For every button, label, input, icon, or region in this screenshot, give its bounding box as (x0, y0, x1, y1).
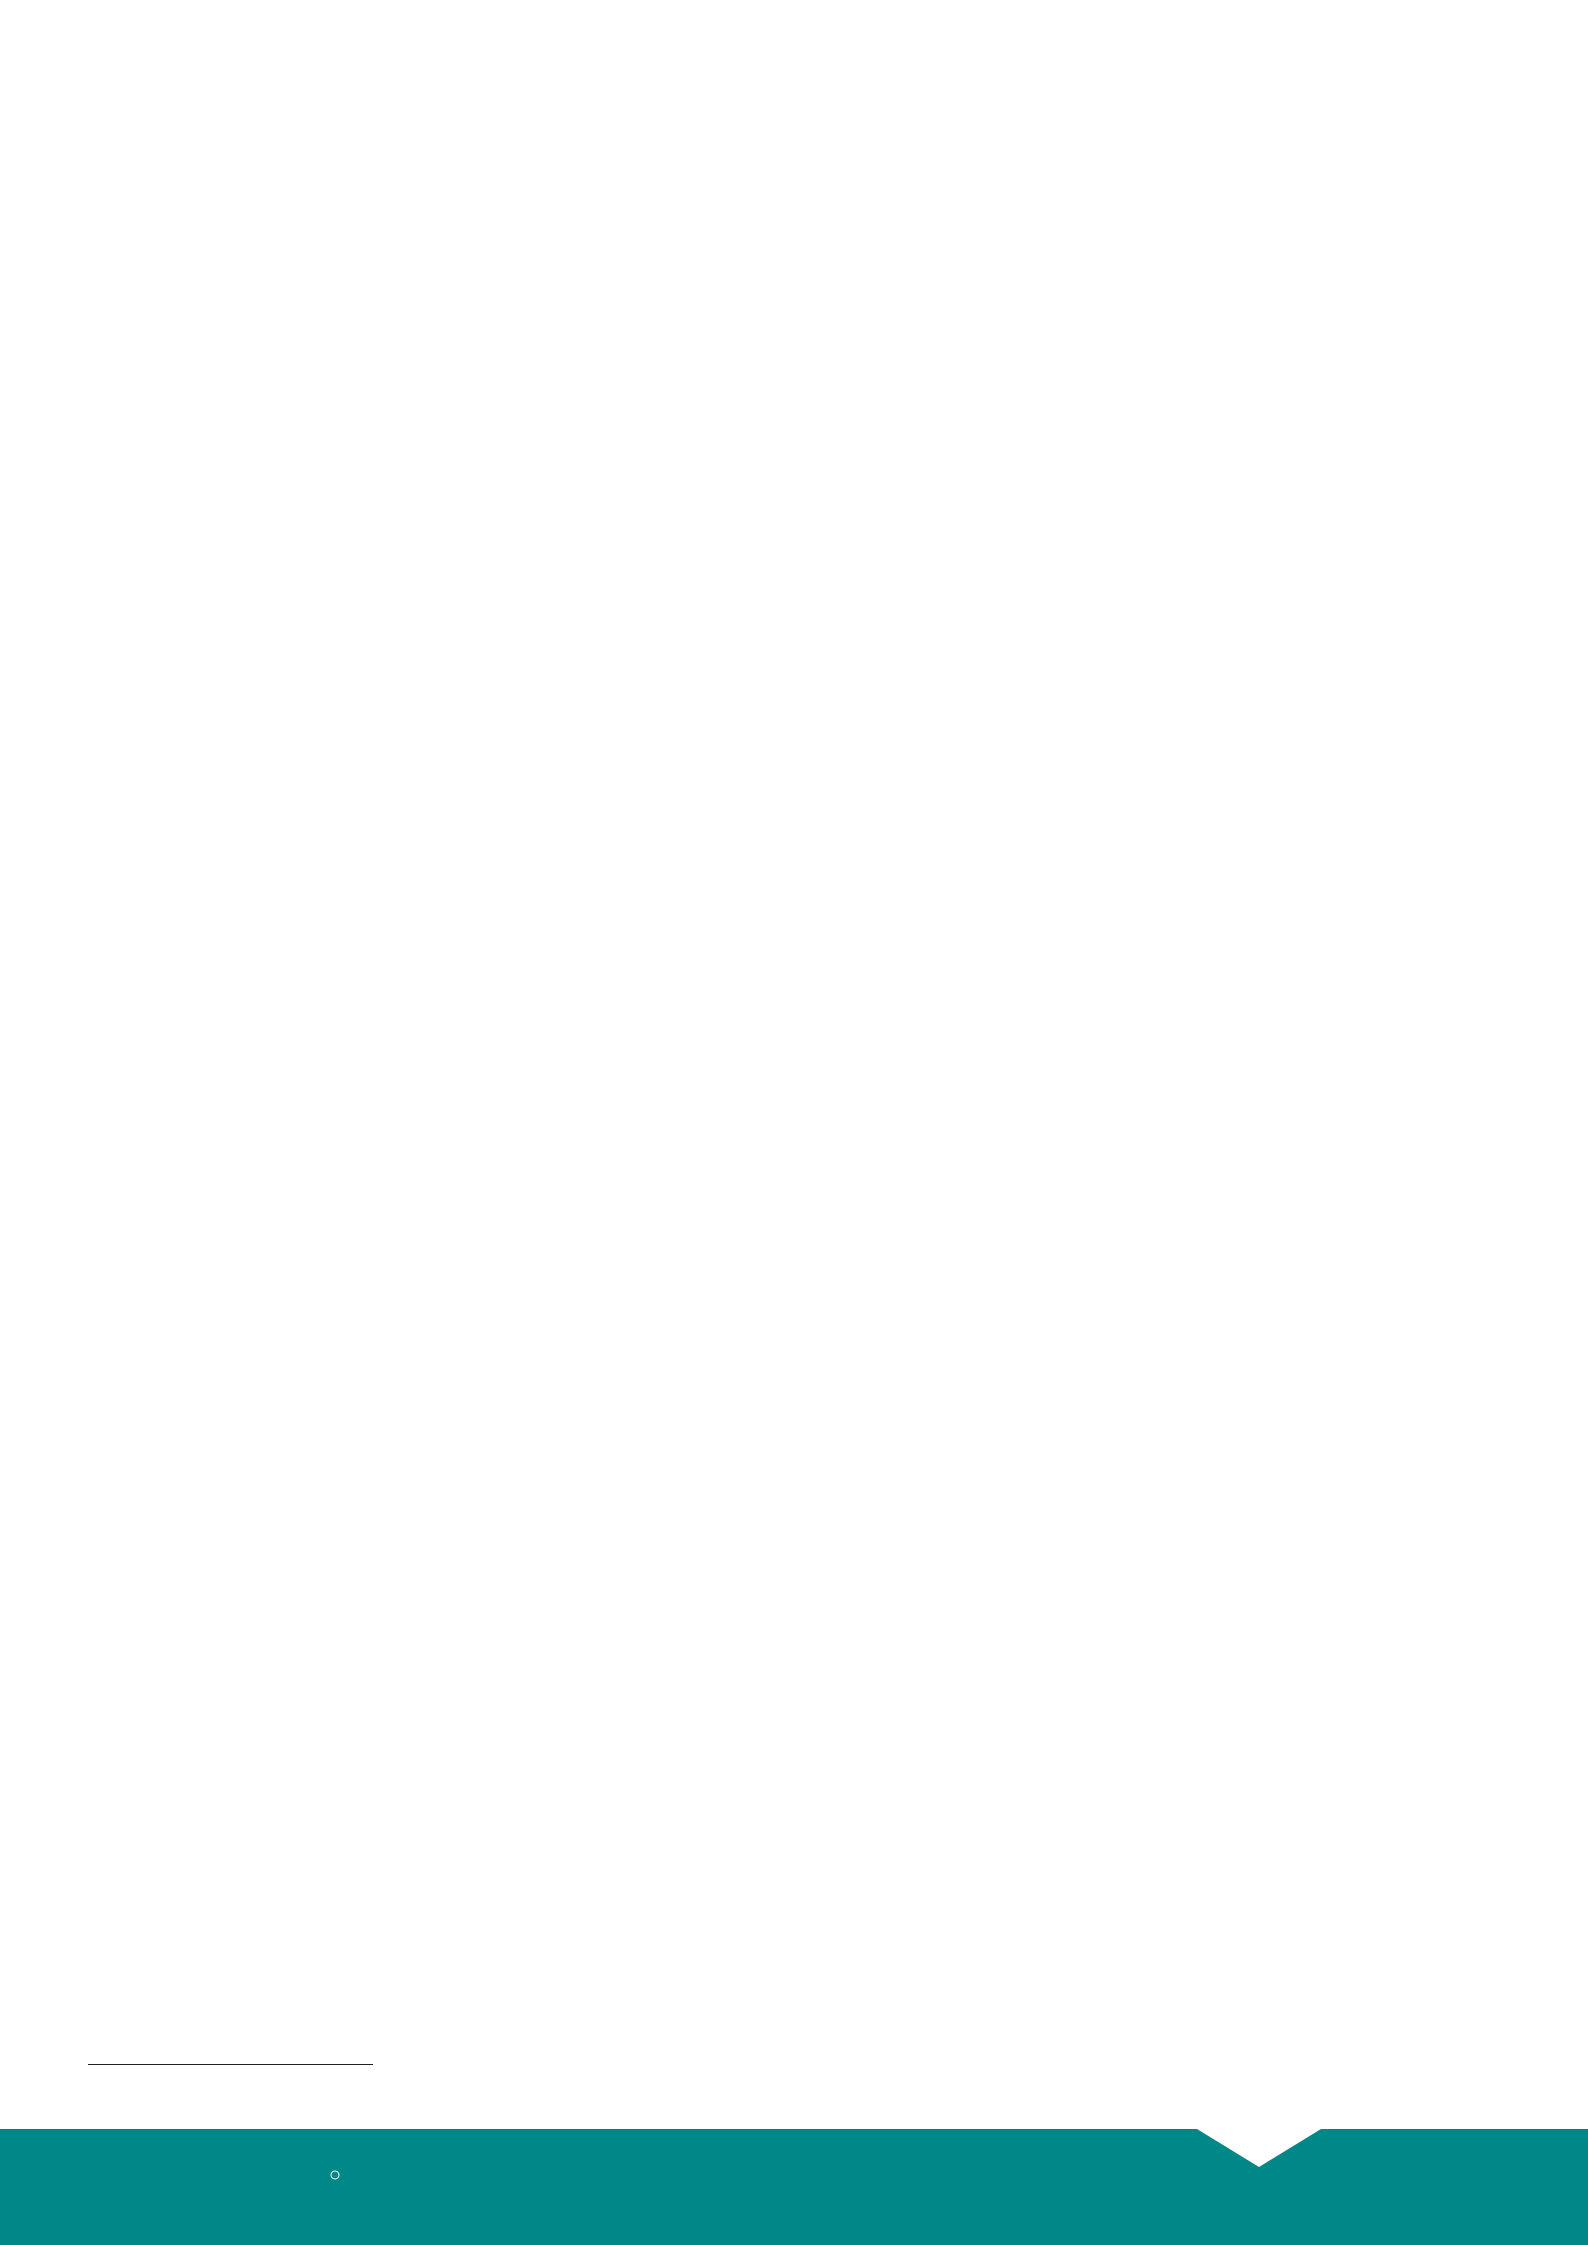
page-footer (0, 2129, 1588, 2245)
footer-notch (1197, 2129, 1321, 2167)
moxa-logo (76, 2165, 346, 2215)
footnote-divider (88, 2064, 373, 2065)
